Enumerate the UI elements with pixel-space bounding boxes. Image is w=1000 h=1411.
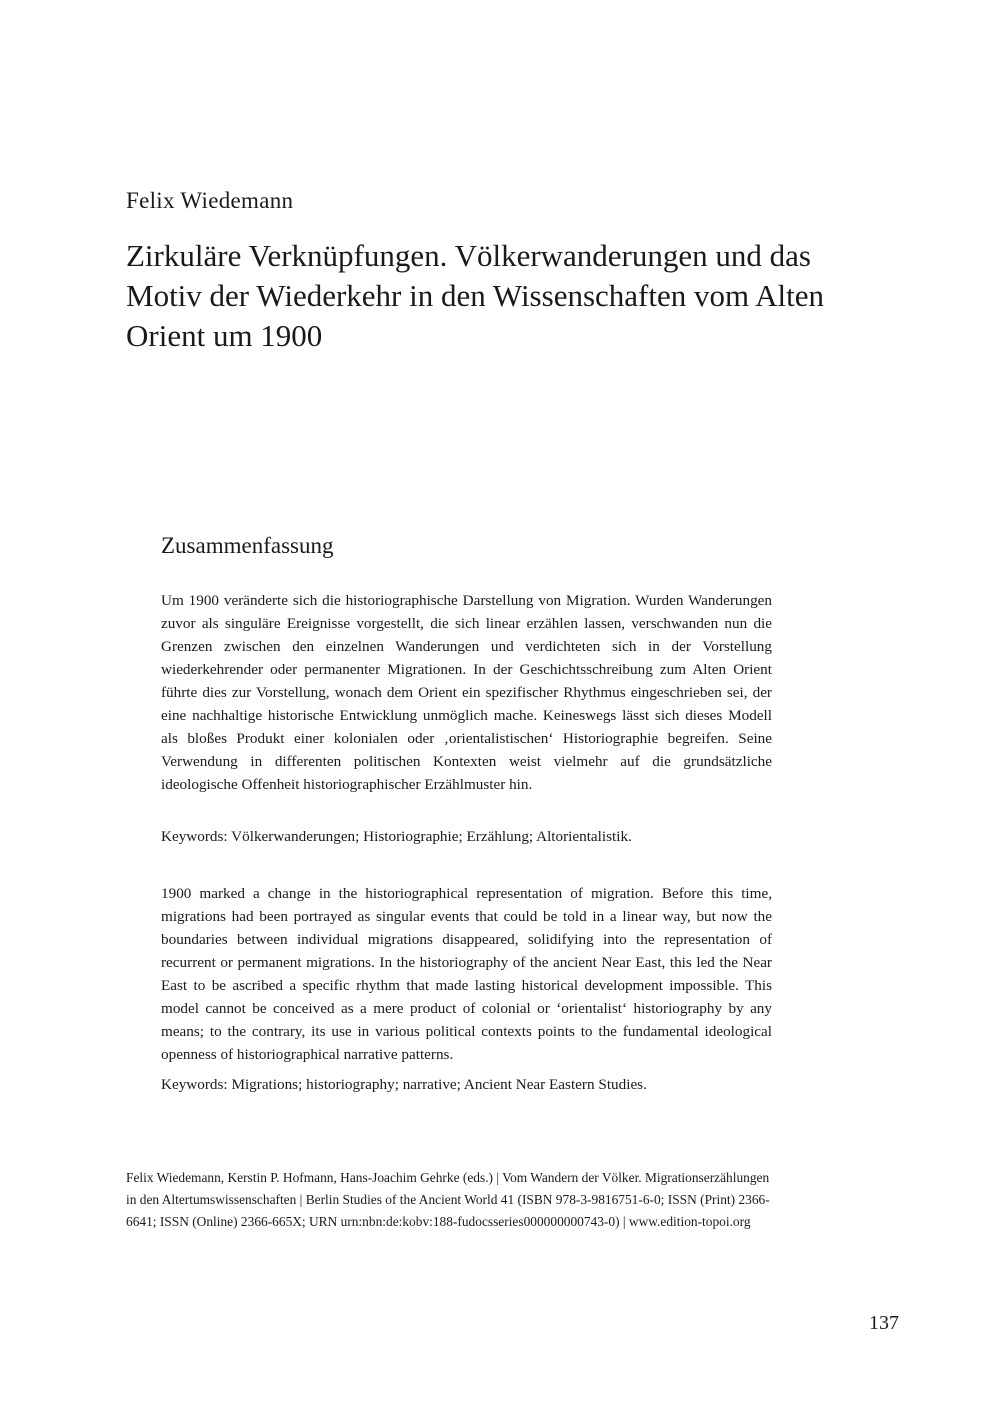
author-name: Felix Wiedemann [126,188,294,213]
keywords-german: Keywords: Völkerwanderungen; Historiographie; Erzählung; Altorientalistik. [161,828,632,845]
keywords-english: Keywords: Migrations; historiography; narrative; Ancient Near Eastern Studies. [161,1076,647,1093]
article-title: Zirkuläre Verknüpfungen. Völkerwanderungen und das Motiv der Wiederkehr in den Wissenschaften vom Alten Orient um 1900 [126,238,824,353]
page-number: 137 [869,1312,899,1334]
summary-heading: Zusammenfassung [161,533,334,558]
abstract-german: Um 1900 veränderte sich die historiographische Darstellung von Migration. Wurden Wanderungen zuvor als singuläre Ereignisse vorgestellt, die sich linear erzählen lassen, verschwanden nun die Grenzen zwischen den einzelnen Wanderungen und verdichteten sich in der Vorstellung wiederkehrender oder permanenter Migrationen. In der Geschichtsschreibung zum Alten Orient führte dies zur Vorstellung, wonach dem Orient ein spezifischer Rhythmus eingeschrieben sei, der eine nachhaltige historische Entwicklung unmöglich mache. Keineswegs lässt sich dieses Modell als bloßes Produkt einer kolonialen oder ‚orientalistischen‘ Historiographie begreifen. Seine Verwendung in differenten politischen Kontexten weist vielmehr auf die grundsätzliche ideologische Offenheit historiographischer Erzählmuster hin. [161,592,772,793]
citation-footer: Felix Wiedemann, Kerstin P. Hofmann, Hans-Joachim Gehrke (eds.) | Vom Wandern der Völker. Migrationserzählungen in den Altertumswissenschaften | Berlin Studies of the Ancient World 41 (ISBN 978-3-9816751-6-0; ISSN (Print) 2366-6641; ISSN (Online) 2366-665X; URN urn:nbn:de:kobv:188-fudocsseries000000000743-0) | www.edition-topoi.org [126,1170,770,1229]
abstract-english: 1900 marked a change in the historiographical representation of migration. Before this time, migrations had been portrayed as singular events that could be told in a linear way, but now the boundaries between individual migrations disappeared, solidifying into the representation of recurrent or permanent migrations. In the historiography of the ancient Near East, this led the Near East to be ascribed a specific rhythm that made lasting historical development impossible. This model cannot be conceived as a mere product of colonial or ‘orientalist‘ historiography by any means; to the contrary, its use in various political contexts points to the fundamental ideological openness of historiographical narrative patterns. [161,885,772,1063]
